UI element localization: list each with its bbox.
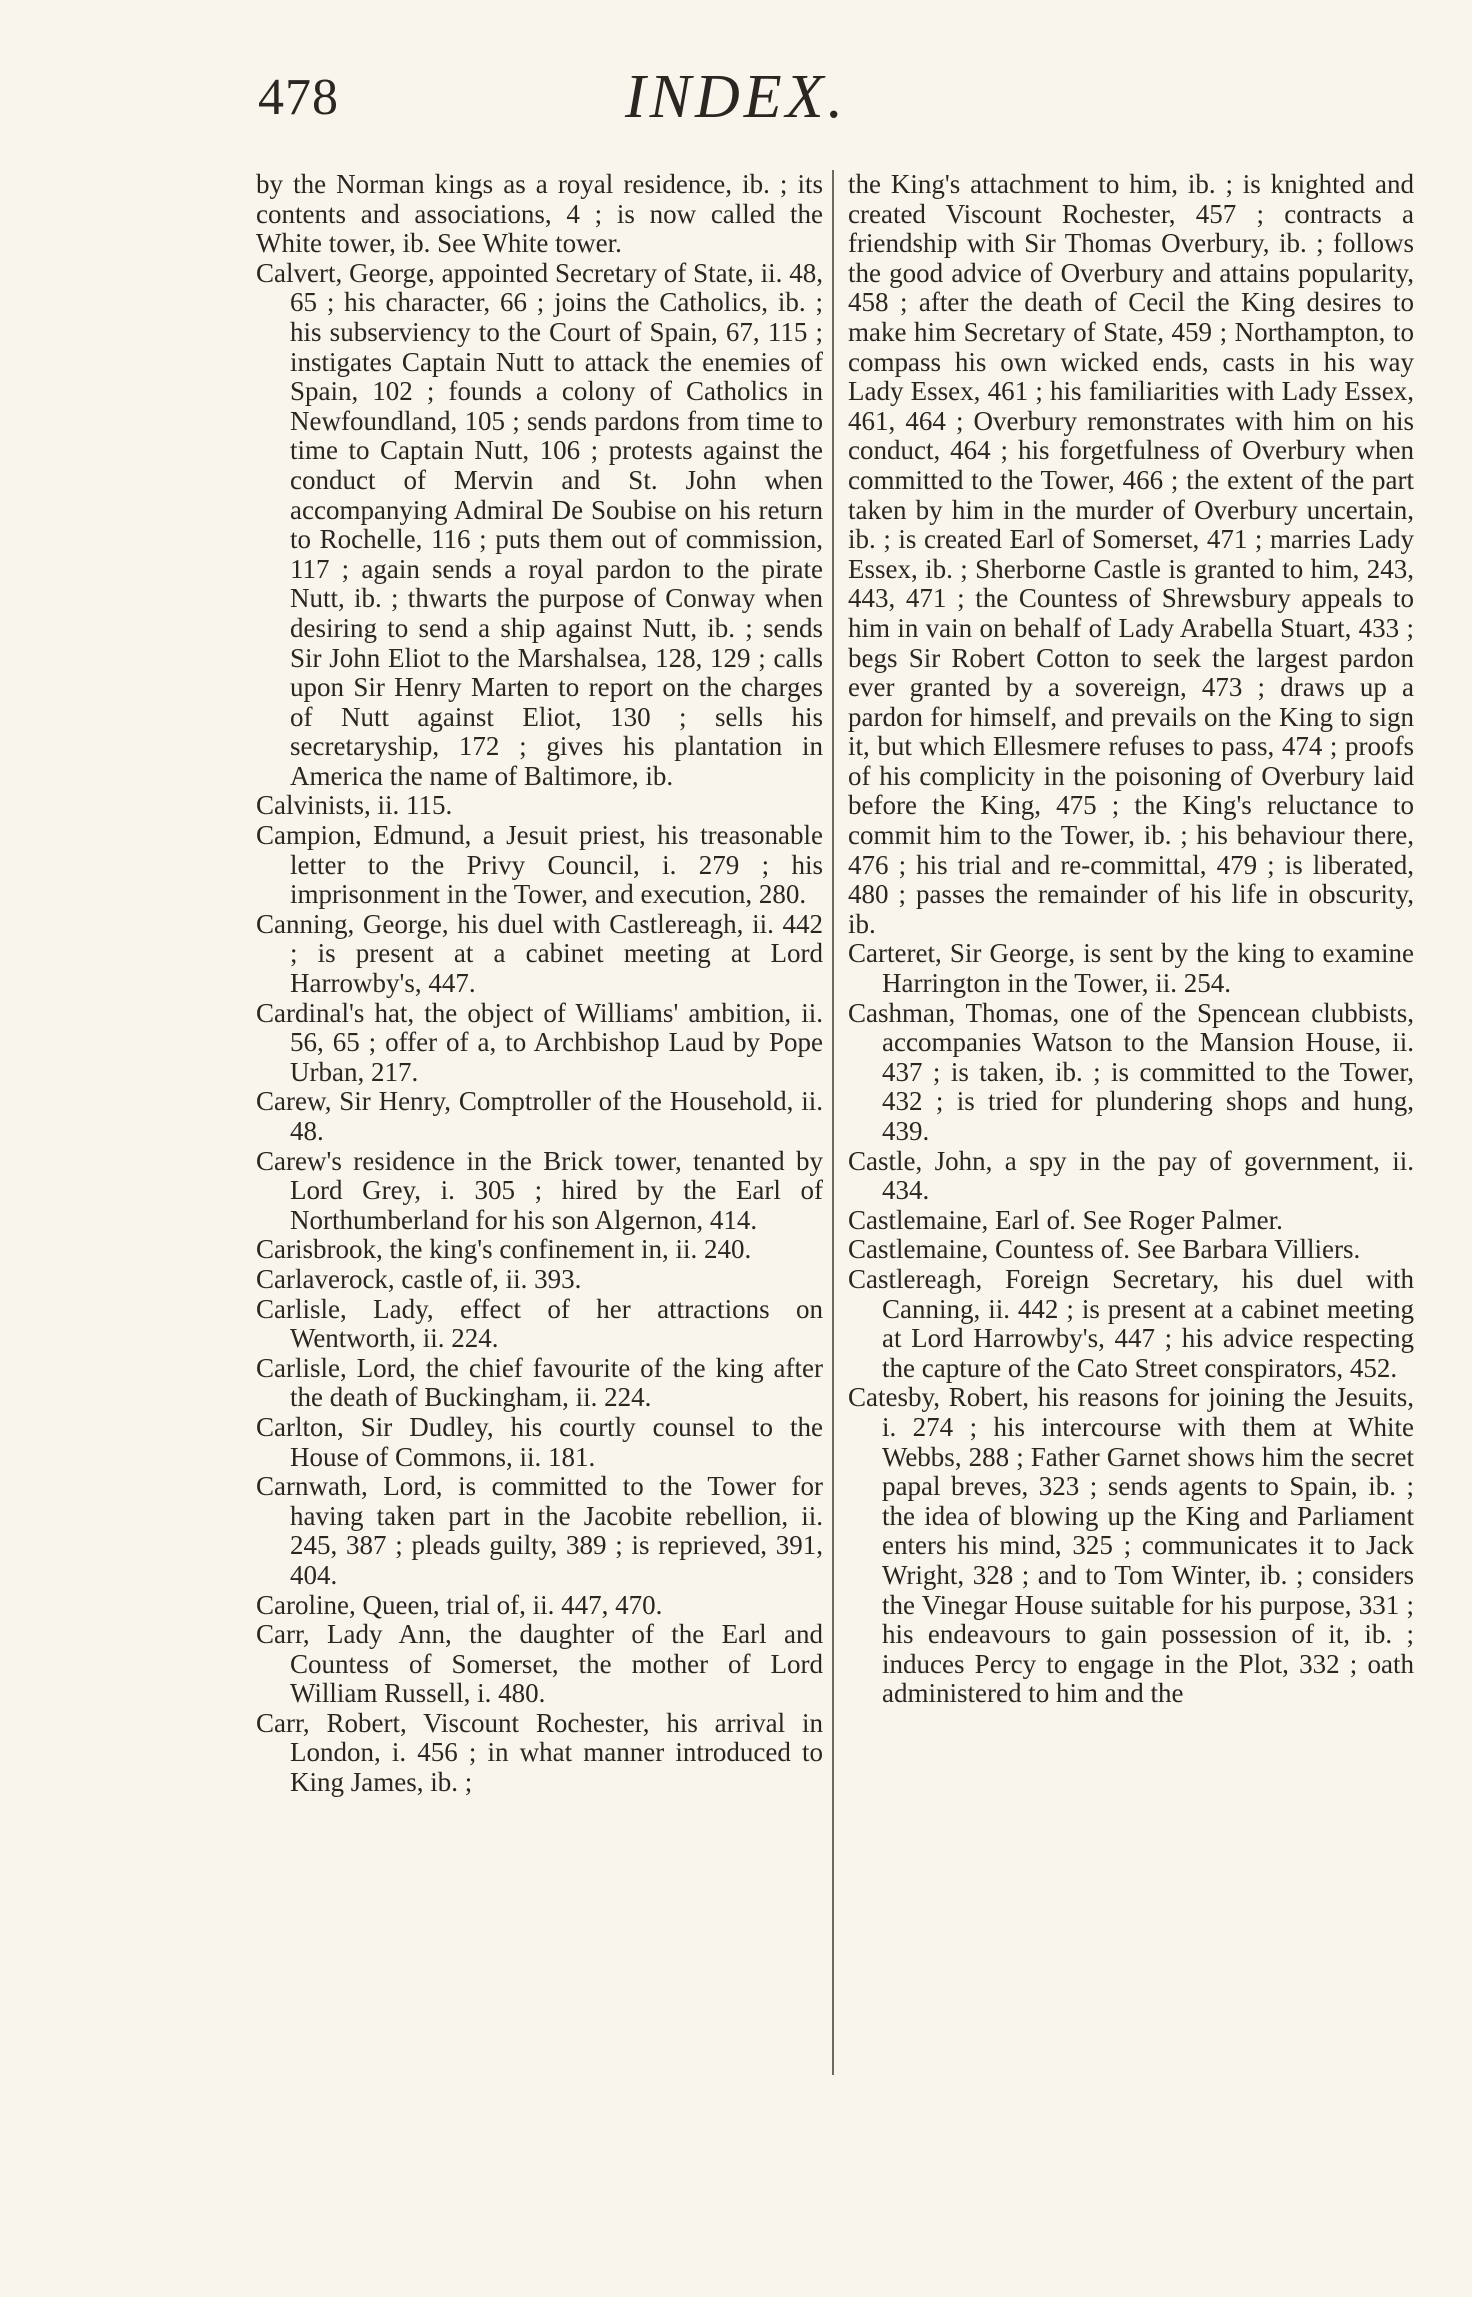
index-entry: Carlisle, Lady, effect of her attractions on Wentworth, ii. 224.	[256, 1293, 823, 1354]
index-entry: Carisbrook, the king's confinement in, ii. 240.	[256, 1234, 752, 1265]
column-divider	[832, 170, 834, 2075]
index-entry: Carr, Robert, Viscount Rochester, his arrival in London, i. 456 ; in what manner introduced to King James, ib. ;	[256, 1707, 823, 1798]
index-entry: Calvinists, ii. 115.	[256, 790, 453, 821]
index-entry: Castle, John, a spy in the pay of government, ii. 434.	[848, 1145, 1414, 1206]
index-entry: Caroline, Queen, trial of, ii. 447, 470.	[256, 1589, 663, 1620]
index-entry: Carlisle, Lord, the chief favourite of the king after the death of Buckingham, ii. 224.	[256, 1352, 823, 1413]
index-entry: Calvert, George, appointed Secretary of State, ii. 48, 65 ; his character, 66 ; joins the Catholics, ib. ; his subserviency to the Court of Spain, 67, 115 ; instigates Captain Nutt to attack the enemies of Spain, 102 ; founds a colony of Catholics in Newfoundland, 105 ; sends pardons from time to time to Captain Nutt, 106 ; protests against the conduct of Mervin and St. John when accompanying Admiral De Soubise on his return to Rochelle, 116 ; puts them out of commission, 117 ; again sends a royal pardon to the pirate Nutt, ib. ; thwarts the purpose of Conway when desiring to send a ship against Nutt, ib. ; sends Sir John Eliot to the Marshalsea, 128, 129 ; calls upon Sir Henry Marten to report on the charges of Nutt against Eliot, 130 ; sells his secretaryship, 172 ; gives his plantation in America the name of Baltimore, ib.	[256, 257, 823, 791]
index-entry: Carnwath, Lord, is committed to the Tower for having taken part in the Jacobite rebellion, ii. 245, 387 ; pleads guilty, 389 ; is reprieved, 391, 404.	[256, 1471, 823, 1590]
index-entry: Carew's residence in the Brick tower, tenanted by Lord Grey, i. 305 ; hired by the Earl of Northumberland for his son Algernon, 414.	[256, 1145, 823, 1235]
index-entry: Castlemaine, Earl of. See Roger Palmer.	[848, 1204, 1283, 1235]
index-column-left	[256, 170, 823, 1798]
page-header	[0, 62, 1472, 132]
index-entry: the King's attachment to him, ib. ; is knighted and created Viscount Rochester, 457 ; contracts a friendship with Sir Thomas Overbury, ib. ; follows the good advice of Overbury and attains popularity, 458 ; after the death of Cecil the King desires to make him Secretary of State, 459 ; Northampton, to compass his own wicked ends, casts in his way Lady Essex, 461 ; his familiarities with Lady Essex, 461, 464 ; Overbury remonstrates with him on his conduct, 464 ; his forgetfulness of Overbury when committed to the Tower, 466 ; the extent of the part taken by him in the murder of Overbury uncertain, ib. ; is created Earl of Somerset, 471 ; marries Lady Essex, ib. ; Sherborne Castle is granted to him, 243, 443, 471 ; the Countess of Shrewsbury appeals to him in vain on behalf of Lady Arabella Stuart, 433 ; begs Sir Robert Cotton to seek the largest pardon ever granted by a sovereign, 473 ; draws up a pardon for himself, and prevails on the King to sign it, but which Ellesmere refuses to pass, 474 ; proofs of his complicity in the poisoning of Overbury laid before the King, 475 ; the King's reluctance to commit him to the Tower, ib. ; his behaviour there, 476 ; his trial and re-committal, 479 ; is liberated, 480 ; passes the remainder of his life in obscurity, ib.	[848, 169, 1414, 939]
index-entry: Carteret, Sir George, is sent by the king to examine Harrington in the Tower, ii. 254.	[848, 938, 1414, 999]
index-entry: Carr, Lady Ann, the daughter of the Earl and Countess of Somerset, the mother of Lord William Russell, i. 480.	[256, 1619, 823, 1709]
index-entry: Carlton, Sir Dudley, his courtly counsel to the House of Commons, ii. 181.	[256, 1411, 823, 1472]
index-entry: Campion, Edmund, a Jesuit priest, his treasonable letter to the Privy Council, i. 279 ; his imprisonment in the Tower, and execution, 280.	[256, 820, 823, 910]
index-entry: by the Norman kings as a royal residence, ib. ; its contents and associations, 4 ; is now called the White tower, ib. See White tower.	[256, 169, 823, 259]
index-entry: Castlemaine, Countess of. See Barbara Villiers.	[848, 1234, 1361, 1265]
index-entry: Canning, George, his duel with Castlereagh, ii. 442 ; is present at a cabinet meeting at Lord Harrowby's, 447.	[256, 908, 823, 999]
page-title: INDEX.	[624, 63, 848, 131]
index-entry: Carew, Sir Henry, Comptroller of the Household, ii. 48.	[256, 1086, 823, 1146]
index-column-right	[848, 170, 1414, 1709]
index-entry: Cardinal's hat, the object of Williams' ambition, ii. 56, 65 ; offer of a, to Archbishop Laud by Pope Urban, 217.	[256, 997, 823, 1087]
index-entry: Catesby, Robert, his reasons for joining the Jesuits, i. 274 ; his intercourse with them at White Webbs, 288 ; Father Garnet shows him the secret papal breves, 323 ; sends agents to Spain, ib. ; the idea of blowing up the King and Parliament enters his mind, 325 ; communicates it to Jack Wright, 328 ; and to Tom Winter, ib. ; considers the Vinegar House suitable for his purpose, 331 ; his endeavours to gain possession of it, ib. ; induces Percy to engage in the Plot, 332 ; oath administered to him and the	[848, 1382, 1414, 1709]
index-entry: Castlereagh, Foreign Secretary, his duel with Canning, ii. 442 ; is present at a cabinet meeting at Lord Harrowby's, 447 ; his advice respecting the capture of the Cato Street conspirators, 452.	[848, 1263, 1414, 1383]
page-number: 478	[258, 69, 339, 126]
index-entry: Cashman, Thomas, one of the Spencean clubbists, accompanies Watson to the Mansion House, ii. 437 ; is taken, ib. ; is committed to the Tower, 432 ; is tried for plundering shops and hung, 439.	[848, 997, 1414, 1146]
index-entry: Carlaverock, castle of, ii. 393.	[256, 1263, 582, 1294]
